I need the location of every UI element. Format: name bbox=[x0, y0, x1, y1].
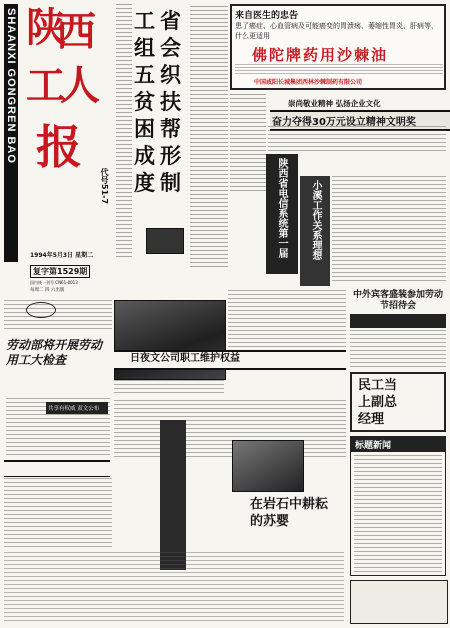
issue-number: 代号51-7 bbox=[100, 168, 109, 205]
issue-serial: 复字第1529期 bbox=[30, 265, 90, 278]
banner-char: 成 bbox=[134, 144, 155, 168]
promotion-text: 民工当上副总经理 bbox=[358, 378, 398, 427]
ad-lead: 患了癌症、心血管病及可能癌变的胃溃疡、萎缩性胃炎、肝病等，什么更适用 bbox=[235, 22, 438, 40]
left-logo bbox=[26, 302, 56, 318]
masthead-latin-text: SHAANXI GONGREN BAO bbox=[5, 8, 17, 164]
banner-char: 贫 bbox=[134, 90, 155, 114]
slogan: 崇尚敬业精神 弘扬企业文化 bbox=[288, 99, 381, 108]
banner-stamp bbox=[146, 228, 184, 254]
bottom-headline: 在岩石中耕耘的苏婴 bbox=[250, 497, 329, 529]
masthead-title bbox=[22, 6, 112, 246]
banner-char: 制 bbox=[160, 171, 181, 195]
ad-maker: 中国咸阳长城集团西林沙棘制药有限公司 bbox=[254, 79, 363, 86]
ad-title: 来自医生的忠告 bbox=[235, 11, 299, 21]
festival-headline: 中外宾客盛装参加劳动节招待会 bbox=[352, 290, 443, 311]
mid-headline: 日夜文公司职工维护权益 bbox=[130, 353, 240, 364]
domestic-code: 国内统一刊号 CN61-0013 bbox=[30, 280, 78, 285]
issue-date: 1994年5月3日 星期二 bbox=[30, 252, 94, 259]
banner-char: 五 bbox=[134, 63, 155, 87]
masthead-char-2: 西 bbox=[56, 8, 96, 55]
ad-product: 佛陀牌药用沙棘油 bbox=[252, 46, 389, 64]
masthead-latin bbox=[4, 4, 18, 262]
banner-col-2 bbox=[160, 8, 184, 197]
left-badge: 共享有权威 双文公布 bbox=[46, 402, 108, 414]
mid-headline-bar bbox=[114, 350, 346, 370]
side-headlines-title: 标题新闻 bbox=[351, 437, 445, 452]
ad-top bbox=[230, 4, 446, 90]
vertical-headline-mid bbox=[300, 176, 330, 286]
vertical-headline-left bbox=[266, 154, 298, 274]
festival-body bbox=[350, 330, 446, 370]
side-article bbox=[230, 94, 266, 194]
award-headline: 奋力夺得30万元设立精神文明奖 bbox=[270, 110, 450, 131]
banner-char: 组 bbox=[134, 36, 155, 60]
masthead-char-4: 人 bbox=[60, 62, 100, 109]
banner-headline bbox=[134, 8, 188, 248]
banner-char: 帮 bbox=[160, 117, 181, 141]
banner-char: 困 bbox=[134, 117, 155, 141]
mid-article-b bbox=[332, 176, 446, 284]
left-lower-body bbox=[4, 478, 112, 548]
masthead-char-1: 陕 bbox=[26, 4, 66, 51]
vertical-headline-left-text: 陕西省电信系统第一届 bbox=[276, 158, 287, 258]
vertical-red-headline bbox=[160, 420, 186, 570]
banner-char: 工 bbox=[134, 9, 155, 33]
banner-lead-text bbox=[116, 4, 132, 258]
date-block bbox=[30, 250, 110, 294]
ad-fine-print bbox=[235, 64, 443, 76]
banner-char: 度 bbox=[134, 171, 155, 195]
bottom-strip bbox=[4, 552, 344, 622]
left-caption-block bbox=[4, 300, 112, 330]
promotion-box bbox=[350, 372, 446, 432]
masthead-char-3: 工 bbox=[26, 62, 66, 109]
side-headlines bbox=[350, 436, 446, 576]
photo-caption bbox=[114, 380, 224, 396]
bottom-right-ad bbox=[350, 580, 448, 624]
banner-char: 省 bbox=[160, 9, 181, 33]
banner-char: 会 bbox=[160, 36, 181, 60]
left-lower-headline bbox=[4, 460, 110, 477]
lead-article-body bbox=[190, 6, 228, 268]
festival-banner bbox=[350, 314, 446, 328]
lower-article bbox=[114, 400, 346, 460]
worker-photo bbox=[232, 440, 304, 492]
edition-note: 每周二 四 六出版 bbox=[30, 288, 65, 293]
left-story-headline: 劳动部将开展劳动用工大检查 bbox=[6, 338, 103, 367]
banner-col-1 bbox=[134, 8, 156, 197]
mid-article-a bbox=[268, 126, 446, 152]
banner-char: 织 bbox=[160, 63, 181, 87]
vertical-headline-mid-text: 小溪工作关系理想 bbox=[310, 180, 321, 260]
side-headlines-list bbox=[354, 455, 442, 575]
banner-char: 扶 bbox=[160, 90, 181, 114]
banner-char: 形 bbox=[160, 144, 181, 168]
masthead-char-5: 报 bbox=[36, 120, 82, 174]
